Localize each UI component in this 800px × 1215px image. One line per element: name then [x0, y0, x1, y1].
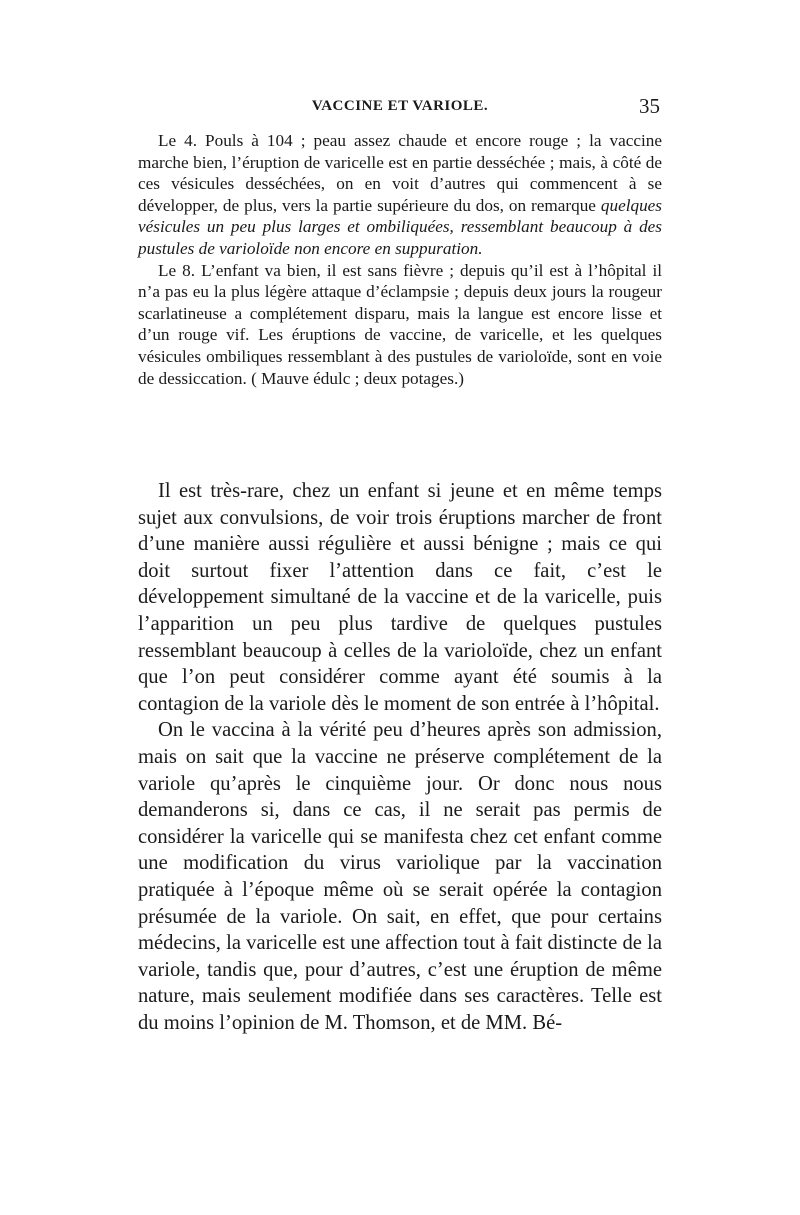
body-paragraph-1: Il est très-rare, chez un enfant si jeune et en même temps sujet aux convulsions, de voir trois éruptions marcher de front d’une manière aussi régulière et aussi bénigne ; mais ce qui doit surtout fixer l’attention dans ce fait, c’est le développement simultané de la vaccine et de la varicelle, puis l’apparition un peu plus tardive de quelques pustules ressemblant beaucoup à celles de la varioloïde, chez un enfant que l’on peut considérer comme ayant été soumis à la contagion de la variole dès le moment de son entrée à l’hôpital.	[138, 480, 662, 715]
running-title: VACCINE ET VARIOLE.	[311, 98, 489, 114]
case-note-text: Le 8. L’enfant va bien, il est sans fièvre ; depuis qu’il est à l’hôpital il n’a pas eu la plus légère attaque d’éclampsie ; depuis deux jours la rougeur scarlatineuse a complétement disparu, mais la langue est encore lisse et d’un rouge vif. Les éruptions de vaccine, de varicelle, et les quelques vésicules ombiliques ressemblant à des pustules de varioloïde, sont en voie de dessiccation. ( Mauve édulc ; deux potages.)	[138, 260, 662, 388]
case-note-day-8	[138, 260, 662, 390]
case-note-day-4	[138, 130, 662, 260]
running-head	[140, 94, 660, 122]
body-paragraph-2: On le vaccina à la vérité peu d’heures après son admission, mais on sait que la vaccine ne préserve complétement de la variole qu’après le cinquième jour. Or donc nous nous demanderons si, dans ce cas, il ne serait pas permis de considérer la varicelle qui se manifesta chez cet enfant comme une modification du virus variolique par la vaccination pratiquée à l’époque même où se serait opérée la contagion présumée de la variole. On sait, en effet, que pour certains médecins, la varicelle est une affection tout à fait distincte de la variole, tandis que, pour d’autres, c’est une éruption de même nature, mais seulement modifiée dans ses caractères. Telle est du moins l’opinion de M. Thomson, et de MM. Bé-	[138, 719, 662, 1034]
case-note-italic-text: quelques vésicules un peu plus larges et ombiliquées, ressemblant beaucoup à des pustules de varioloïde non encore en suppuration.	[138, 195, 662, 258]
case-notes	[138, 130, 662, 389]
main-text	[138, 478, 662, 1036]
page-number: 35	[639, 94, 660, 118]
case-note-text: Le 4. Pouls à 104 ; peau assez chaude et encore rouge ; la vaccine marche bien, l’éruption de varicelle est en partie desséchée ; mais, à côté de ces vésicules desséchées, on en voit d’autres qui commencent à se développer, de plus, vers la partie supérieure du dos, on remarque	[138, 131, 662, 215]
